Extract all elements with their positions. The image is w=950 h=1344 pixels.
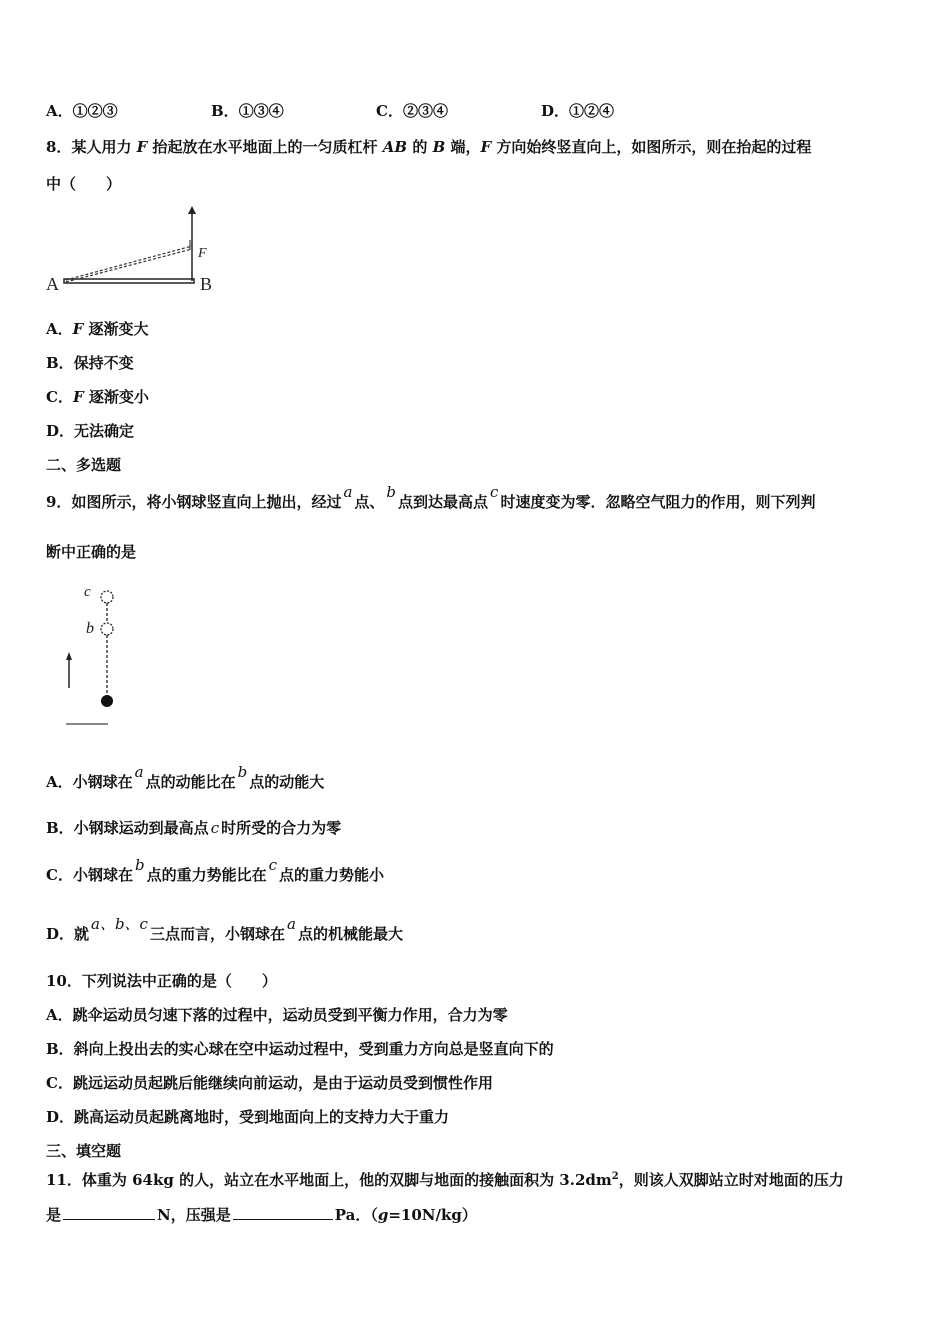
q8-stem-line2: 中（ ） <box>46 175 122 193</box>
q8-stem-line1: 8．某人用力 F 抬起放在水平地面上的一匀质杠杆 AB 的 B 端，F 方向始终竖直向上，如图所示，则在抬起的过程 <box>46 138 812 156</box>
ball-figure <box>56 578 136 728</box>
q9-option-c[interactable]: C．小钢球在$^b$点的重力势能比在$^c$点的重力势能小 <box>46 856 384 884</box>
q10-option-d[interactable]: D．跳高运动员起跳离地时，受到地面向上的支持力大于重力 <box>46 1108 450 1126</box>
q8-option-d[interactable]: D．无法确定 <box>46 422 135 440</box>
raised-lever-dashed <box>66 246 192 280</box>
steel-ball <box>101 695 113 707</box>
q7-options <box>0 101 950 121</box>
q11-stem-line1: 11．体重为 64kg 的人，站立在水平地面上，他的双脚与地面的接触面积为 $3.2dm^2$，则该人双脚站立时对地面的压力 <box>46 1171 844 1189</box>
q11-stem-line2: 是 N，压强是 Pa．（g=10N/kg） <box>46 1206 477 1224</box>
q10-option-b[interactable]: B．斜向上投出去的实心球在空中运动过程中，受到重力方向总是竖直向下的 <box>46 1040 554 1058</box>
lever-bar <box>64 279 194 283</box>
q10-stem: 10．下列说法中正确的是（ ） <box>46 972 277 990</box>
label-c: c <box>84 584 91 600</box>
q9-option-d[interactable]: D．就$^{a、b、c}$三点而言，小钢球在$^a$点的机械能最大 <box>46 915 403 943</box>
label-b: b <box>86 620 94 637</box>
label-f: F <box>198 246 207 261</box>
q10-option-c[interactable]: C．跳远运动员起跳后能继续向前运动，是由于运动员受到惯性作用 <box>46 1074 493 1092</box>
q10-option-a[interactable]: A．跳伞运动员匀速下落的过程中，运动员受到平衡力作用，合力为零 <box>46 1006 508 1024</box>
label-a: A <box>46 274 59 294</box>
q7-option-c[interactable]: C．②③④ <box>376 102 448 120</box>
section-fill-in: 三、填空题 <box>46 1142 122 1160</box>
q9-option-b[interactable]: B．小钢球运动到最高点 c 时所受的合力为零 <box>46 819 342 837</box>
q8-option-a[interactable]: A．F 逐渐变大 <box>46 320 149 338</box>
section-multiple-choice: 二、多选题 <box>46 456 122 474</box>
pressure-force-blank[interactable] <box>63 1204 155 1220</box>
pressure-blank[interactable] <box>233 1204 333 1220</box>
q9-stem-line1: 9．如图所示，将小钢球竖直向上抛出，经过$^a$点、$^b$点到达最高点$^c$时速度变为零．忽略空气阻力的作用，则下列判 <box>46 483 816 511</box>
q7-option-a[interactable]: A．①②③ <box>46 102 118 120</box>
q7-option-b[interactable]: B．①③④ <box>211 102 284 120</box>
point-b <box>101 623 113 635</box>
q9-option-a[interactable]: A．小钢球在$^a$点的动能比在$^b$点的动能大 <box>46 763 325 791</box>
q9-stem-line2: 断中正确的是 <box>46 543 137 561</box>
q8-option-c[interactable]: C．F 逐渐变小 <box>46 388 149 406</box>
point-c <box>101 591 113 603</box>
label-b: B <box>200 274 213 294</box>
lever-figure <box>40 200 230 300</box>
q7-option-d[interactable]: D．①②④ <box>541 102 615 120</box>
q8-option-b[interactable]: B．保持不变 <box>46 354 134 372</box>
